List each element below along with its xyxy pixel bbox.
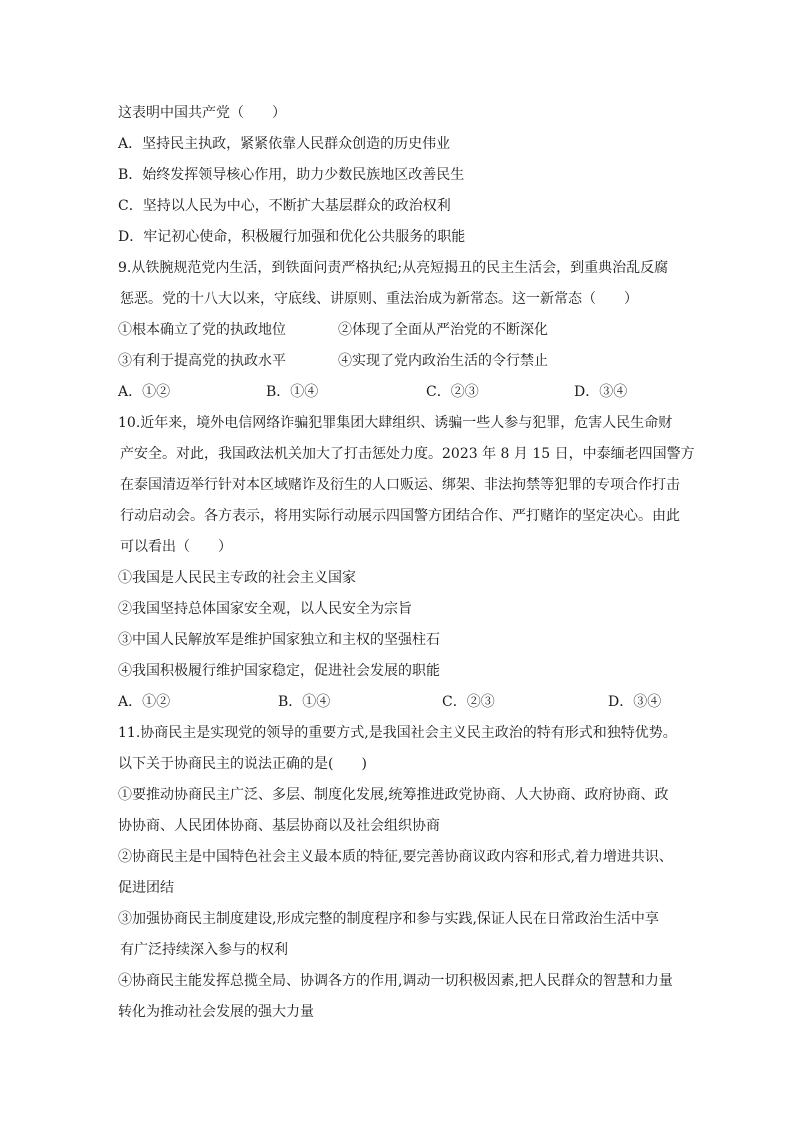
q9-statement-row-1: [118, 315, 698, 346]
q8-option-a: A．坚持民主执政，紧紧依靠人民群众创造的历史伟业: [118, 136, 451, 152]
q11-statement-2-line-1: ②协商民主是中国特色社会主义最本质的特征,要完善协商议政内容和形式,着力增进共识、: [118, 849, 673, 865]
q11-statement-3-line-2: 有广泛持续深入参与的权利: [120, 942, 288, 958]
q10-choice-b: B．①④: [278, 694, 331, 710]
q8-option-b: B．始终发挥领导核心作用，助力少数民族地区改善民生: [118, 167, 465, 183]
q10-stem-line-1: 10.近年来，境外电信网络诈骗犯罪集团大肆组织、诱骗一些人参与犯罪，危害人民生命财: [118, 415, 673, 431]
q10-stem-line-5: 可以看出（ ）: [120, 539, 232, 555]
q10-statement-2: ②我国坚持总体国家安全观，以人民安全为宗旨: [118, 601, 412, 617]
q9-statement-row-2: [118, 346, 698, 377]
q11-statement-1-line-1: ①要推动协商民主广泛、多层、制度化发展,统筹推进政党协商、人大协商、政府协商、政: [118, 787, 669, 803]
q11-statement-1-line-2: 协协商、人民团体协商、基层协商以及社会组织协商: [118, 818, 440, 834]
q9-choice-d: D．③④: [574, 384, 628, 400]
q10-statement-1: ①我国是人民民主专政的社会主义国家: [118, 570, 356, 586]
q10-statement-3: ③中国人民解放军是维护国家独立和主权的坚强柱石: [118, 632, 440, 648]
q11-stem-line-2: 以下关于协商民主的说法正确的是( ): [118, 756, 367, 772]
q9-choice-a: A．①②: [118, 384, 171, 400]
q9-statement-2: ②体现了全面从严治党的不断深化: [338, 322, 548, 338]
q10-stem-line-3: 在泰国清迈举行针对本区域赌诈及衍生的人口贩运、绑架、非法拘禁等犯罪的专项合作打击: [120, 477, 680, 493]
q8-stem: 这表明中国共产党（ ）: [118, 105, 286, 121]
q9-statement-4: ④实现了党内政治生活的令行禁止: [338, 353, 548, 369]
q10-choice-c: C．②③: [442, 694, 495, 710]
q9-statement-3: ③有利于提高党的执政水平: [118, 353, 286, 369]
q9-choices: [118, 377, 698, 408]
page-content: [118, 98, 698, 1028]
q9-choice-b: B．①④: [266, 384, 319, 400]
q11-statement-3-line-1: ③加强协商民主制度建设,形成完整的制度程序和参与实践,保证人民在日常政治生活中享: [118, 911, 659, 927]
q11-statement-4-line-2: 转化为推动社会发展的强大力量: [118, 1004, 314, 1020]
q9-statement-1: ①根本确立了党的执政地位: [118, 322, 286, 338]
q10-statement-4: ④我国积极履行维护国家稳定，促进社会发展的职能: [118, 663, 440, 679]
q10-choice-d: D．③④: [608, 694, 662, 710]
q10-choices: [118, 687, 698, 718]
q11-stem-line-1: 11.协商民主是实现党的领导的重要方式,是我国社会主义民主政治的特有形式和独特优势。: [118, 725, 677, 741]
q8-option-d: D．牢记初心使命，积极履行加强和优化公共服务的职能: [118, 229, 466, 245]
q10-choice-a: A．①②: [118, 694, 171, 710]
q9-choice-c: C．②③: [426, 384, 479, 400]
q9-stem-line-1: 9.从铁腕规范党内生活，到铁面问责严格执纪;从亮短揭丑的民主生活会，到重典治乱反腐: [118, 260, 669, 276]
q9-stem-line-2: 惩恶。党的十八大以来，守底线、讲原则、重法治成为新常态。这一新常态（ ）: [120, 291, 638, 307]
q8-option-c: C．坚持以人民为中心，不断扩大基层群众的政治权利: [118, 198, 451, 214]
q10-stem-line-2: 产安全。对此，我国政法机关加大了打击惩处力度。2023 年 8 月 15 日，中泰缅老四国警方: [120, 446, 695, 462]
q11-statement-2-line-2: 促进团结: [118, 880, 174, 896]
q11-statement-4-line-1: ④协商民主能发挥总揽全局、协调各方的作用,调动一切积极因素,把人民群众的智慧和力量: [118, 973, 673, 989]
q10-stem-line-4: 行动启动会。各方表示，将用实际行动展示四国警方团结合作、严打赌诈的坚定决心。由此: [120, 508, 680, 524]
